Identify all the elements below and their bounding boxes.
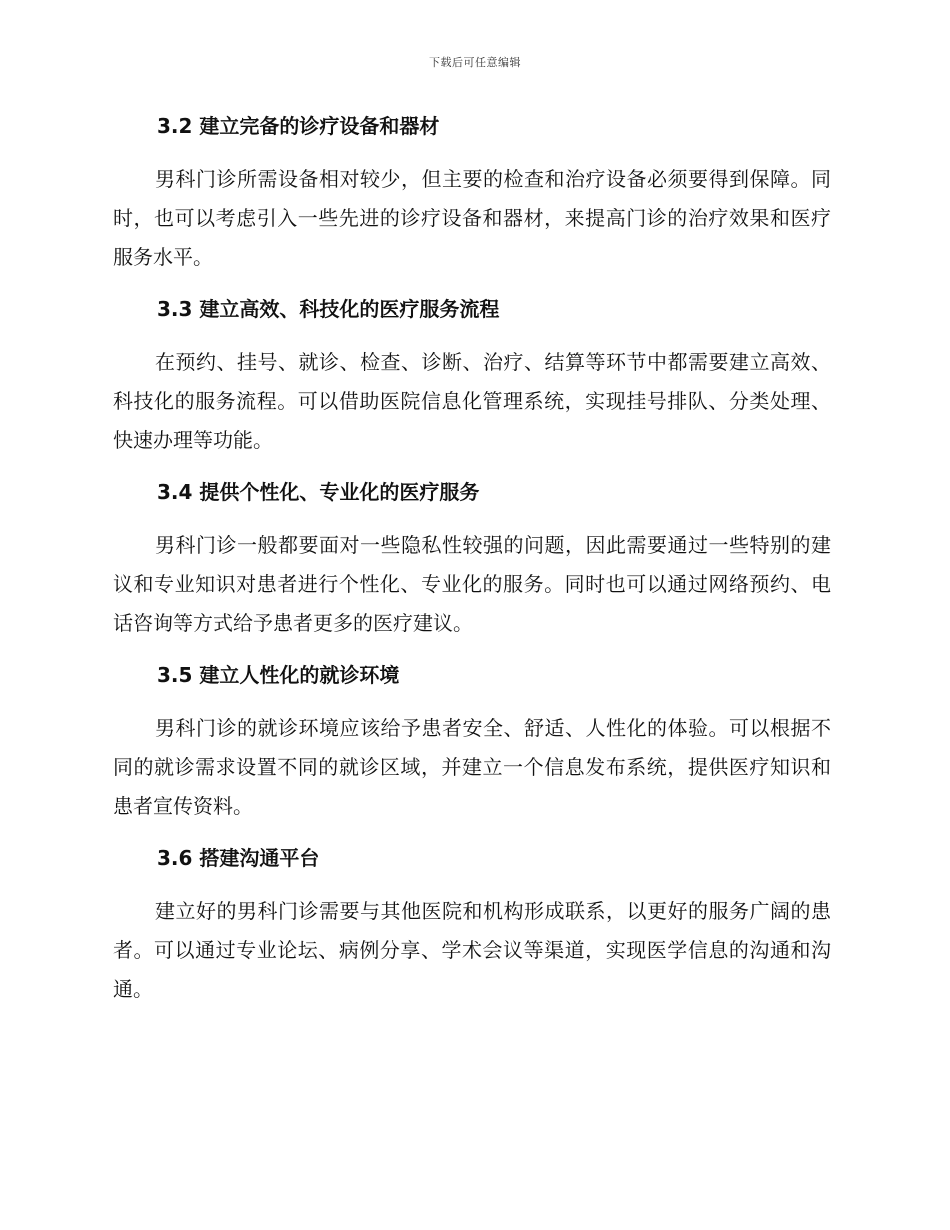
section-paragraph: 男科门诊一般都要面对一些隐私性较强的问题，因此需要通过一些特别的建议和专业知识对患者进行个性化、专业化的服务。同时也可以通过网络预约、电话咨询等方式给予患者更多的医疗建议。: [113, 533, 831, 635]
section-paragraph: 在预约、挂号、就诊、检查、诊断、治疗、结算等环节中都需要建立高效、科技化的服务流程。可以借助医院信息化管理系统，实现挂号排队、分类处理、快速办理等功能。: [113, 350, 831, 452]
section-heading: 3.2 建立完备的诊疗设备和器材: [157, 114, 440, 138]
section-3-2: [113, 110, 831, 277]
section-heading: 3.3 建立高效、科技化的医疗服务流程: [157, 297, 500, 321]
section-3-6: [113, 842, 831, 1009]
section-paragraph: 男科门诊的就诊环境应该给予患者安全、舒适、人性化的体验。可以根据不同的就诊需求设置不同的就诊区域，并建立一个信息发布系统，提供医疗知识和患者宣传资料。: [113, 716, 831, 818]
header-note: 下载后可任意编辑: [429, 56, 521, 69]
section-3-3: [113, 293, 831, 460]
section-heading: 3.6 搭建沟通平台: [157, 846, 320, 870]
section-3-4: [113, 476, 831, 643]
section-heading: 3.5 建立人性化的就诊环境: [157, 663, 400, 687]
section-paragraph: 建立好的男科门诊需要与其他医院和机构形成联系，以更好的服务广阔的患者。可以通过专业论坛、病例分享、学术会议等渠道，实现医学信息的沟通和沟通。: [113, 899, 831, 1001]
section-paragraph: 男科门诊所需设备相对较少，但主要的检查和治疗设备必须要得到保障。同时，也可以考虑引入一些先进的诊疗设备和器材，来提高门诊的治疗效果和医疗服务水平。: [113, 167, 831, 269]
section-3-5: [113, 659, 831, 826]
section-heading: 3.4 提供个性化、专业化的医疗服务: [157, 480, 480, 504]
document-content: [113, 110, 831, 1025]
